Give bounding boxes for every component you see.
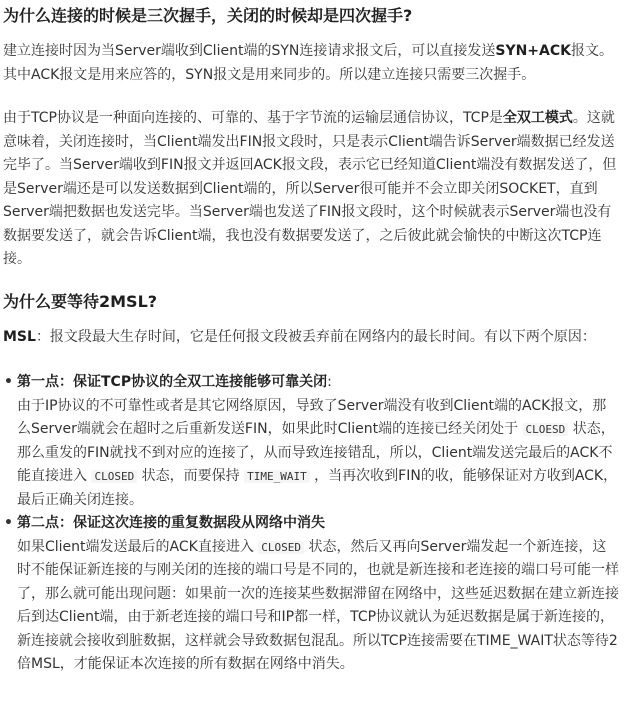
text-run: 。这就意味着，关闭连接时，当Client端发出FIN报文段时，只是表示Client端告诉Server端数据已经发送完毕了。当Server端收到FIN报文并返回ACK报文段，表示它已经知道Client端没有数据发送了，但是Server端还是可以发送数据到Client端的，所以Server很可能并不会立即关闭SOCKET，直到Server端把数据也发送完毕。当Server端也发送了FIN报文段时，这个时候就表示Server端也没有数据要发送了，就会告诉Client端，我也没有数据要发送了，之后彼此就会愉快的中断这次TCP连接。 [3,110,617,267]
list-item-heading: 第二点：保证这次连接的重复数据段从网络中消失 [17,515,325,531]
text-run: 报文。其中ACK报文是用来应答的，SYN报文是用来同步的。所以建立连接只需要三次握手。 [3,43,613,83]
list-item-body [17,512,620,677]
inline-code: CLOSED [258,541,304,554]
text-run: 建立连接时因为当Server端收到Client端的SYN连接请求报文后，可以直接发送 [3,43,496,59]
text-run: 由于TCP协议是一种面向连接的、可靠的、基于字节流的运输层通信协议，TCP是 [3,110,503,126]
text-run: ：报文段最大生存时间，它是任何报文段被丢弃前在网络内的最长时间。有以下两个原因： [35,328,596,345]
inline-code: CLOSED [91,470,137,483]
section-title-2msl: 为什么要等待2MSL? [3,291,158,311]
list-item-heading: 第一点：保证TCP协议的全双工连接能够可靠关闭 [17,374,328,390]
text-run: 状态，那么重发的FIN就找不到对应的连接了，从而导致连接错乱，所以，Client端发送完最后的ACK不能直接进入 [17,421,615,484]
bold-term-syn-ack: SYN+ACK [495,43,571,59]
text-run: 状态，而要保持 [141,468,240,484]
text-run: : [327,374,332,390]
text-run: 如果Client端发送最后的ACK直接进入 [17,538,254,555]
list-item [3,512,620,677]
bold-term-full-duplex: 全双工模式 [502,110,573,126]
inline-code: CLOESD [523,423,569,436]
section-title-handshake: 为什么连接的时候是三次握手，关闭的时候却是四次握手? [3,6,413,25]
list-item [3,371,620,512]
paragraph-full-duplex [3,107,620,272]
paragraph-msl [3,326,620,350]
bullet-icon: • [4,374,13,390]
text-run: ，当再次收到FIN的收，能够保证对方收到ACK，最后正确关闭连接。 [17,468,618,508]
text-run: 状态，然后又再向Server端发起一个新连接，这时不能保证新连接的与刚关闭的连接的端口号是不同的，也就是新连接和老连接的端口号可能一样了，那么就可能出现问题：如果前一次的连接某些数据滞留在网络中，这些延迟数据在建立新连接后到达Client端，由于新老连接的端口号和IP都一样，TCP协议就认为延迟数据是属于新连接的，新连接就会接收到脏数据，这样就会导致数据包混乱。所以TCP连接需要在TIME_WAIT状态等待2倍MSL，才能保证本次连接的所有数据在网络中消失。 [17,538,619,672]
reasons-list [3,371,620,677]
list-item-body [17,371,620,512]
bullet-icon: • [4,515,13,531]
paragraph-syn-ack [3,40,620,87]
text-run: 由于IP协议的不可靠性或者是其它网络原因，导致了Server端没有收到Client端的ACK报文，那么Server端就会在超时之后重新发送FIN，如果此时Client端的连接已经关闭处于 [17,397,607,437]
bold-term-msl: MSL [3,328,36,345]
inline-code: TIME_WAIT [244,470,310,483]
